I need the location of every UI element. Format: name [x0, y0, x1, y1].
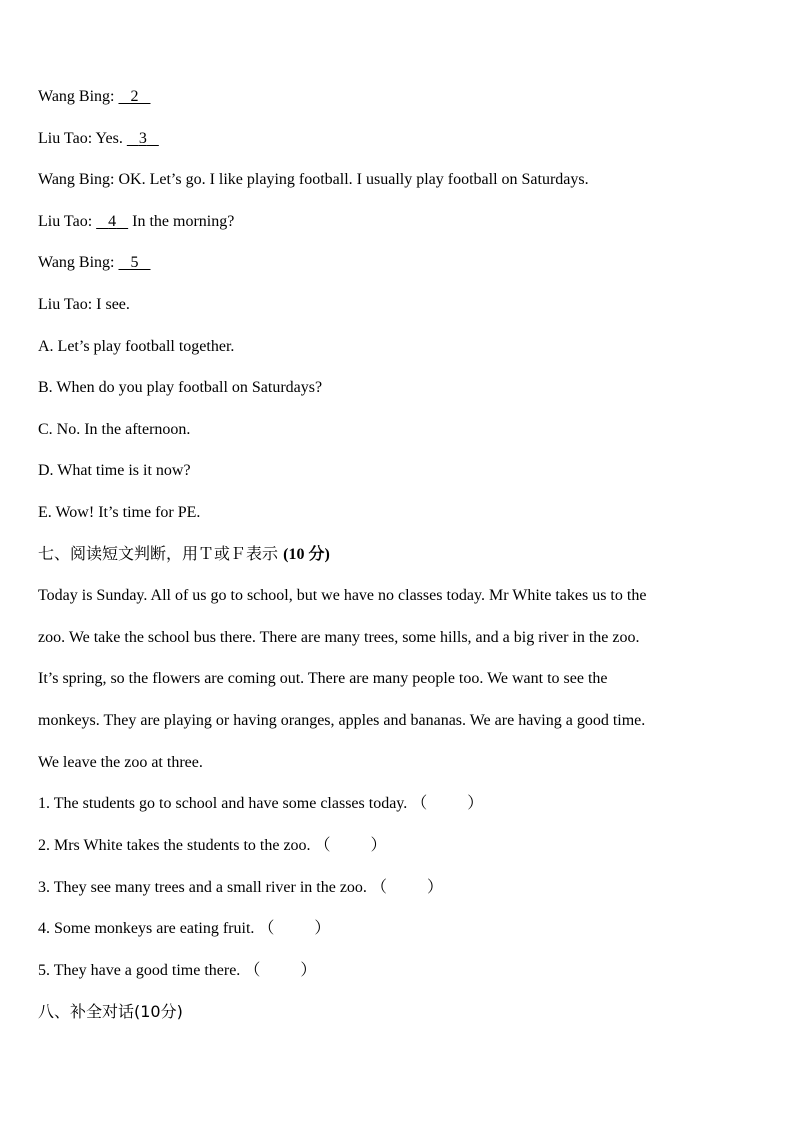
answer-parentheses[interactable]: （ ）: [258, 920, 331, 937]
speaker: Liu Tao:: [38, 213, 93, 230]
dialogue-line: [38, 295, 130, 315]
dialogue-line: [38, 129, 159, 149]
section-7-score: (10 分): [283, 546, 330, 563]
answer-parentheses[interactable]: （ ）: [370, 879, 443, 896]
statement-item: [38, 919, 330, 939]
statement-item: [38, 794, 483, 814]
speaker: Wang Bing:: [38, 254, 115, 271]
option-e: E. Wow! It’s time for PE.: [38, 504, 201, 521]
speaker: Liu Tao:: [38, 130, 93, 147]
option-d: D. What time is it now?: [38, 462, 191, 479]
answer-parentheses[interactable]: （ ）: [411, 795, 484, 812]
speaker: Wang Bing:: [38, 171, 115, 188]
dialogue-line: [38, 212, 234, 232]
dialogue-line: [38, 170, 589, 190]
statement-text: 2. Mrs White takes the students to the zoo.: [38, 837, 311, 854]
passage-line: monkeys. They are playing or having oranges, apples and bananas. We are having a good time.: [38, 712, 646, 730]
blank-4: 4: [108, 213, 117, 230]
section-7-title: 七、阅读短文判断，用Ｔ或Ｆ表示: [38, 544, 279, 563]
statement-text: 3. They see many trees and a small river in the zoo.: [38, 879, 367, 896]
dialogue-text: Yes.: [95, 130, 123, 147]
blank-3: 3: [138, 130, 147, 147]
statement-text: 5. They have a good time there.: [38, 962, 241, 979]
answer-parentheses[interactable]: （ ）: [314, 837, 387, 854]
blank-5: 5: [130, 254, 139, 271]
option-a: A. Let’s play football together.: [38, 338, 235, 355]
option-c: C. No. In the afternoon.: [38, 421, 191, 438]
reading-passage: [38, 575, 758, 784]
passage-line: Today is Sunday. All of us go to school, but we have no classes today. Mr White takes us to the: [38, 587, 647, 604]
statement-text: 4. Some monkeys are eating fruit.: [38, 920, 255, 937]
passage-line: It’s spring, so the flowers are coming out. There are many people too. We want to see the: [38, 670, 608, 688]
speaker: Liu Tao:: [38, 296, 93, 313]
dialogue-text: I see.: [96, 296, 130, 313]
section-7-heading: [38, 544, 330, 565]
answer-parentheses[interactable]: （ ）: [244, 962, 317, 979]
statement-item: [38, 961, 316, 981]
statement-item: [38, 836, 387, 856]
section-8-heading: 八、补全对话(10分): [38, 1002, 183, 1021]
passage-line: We leave the zoo at three.: [38, 753, 203, 771]
option-b: B. When do you play football on Saturdays?: [38, 379, 323, 396]
dialogue-text: OK. Let’s go. I like playing football. I usually play football on Saturdays.: [118, 171, 589, 188]
statement-text: 1. The students go to school and have some classes today.: [38, 795, 408, 812]
dialogue-text: In the morning?: [132, 213, 235, 230]
blank-2: 2: [130, 88, 139, 105]
dialogue-line: [38, 253, 150, 273]
statement-item: [38, 878, 443, 898]
speaker: Wang Bing:: [38, 88, 115, 105]
passage-line: zoo. We take the school bus there. There are many trees, some hills, and a big river in the zoo.: [38, 628, 640, 646]
dialogue-line: [38, 87, 150, 107]
